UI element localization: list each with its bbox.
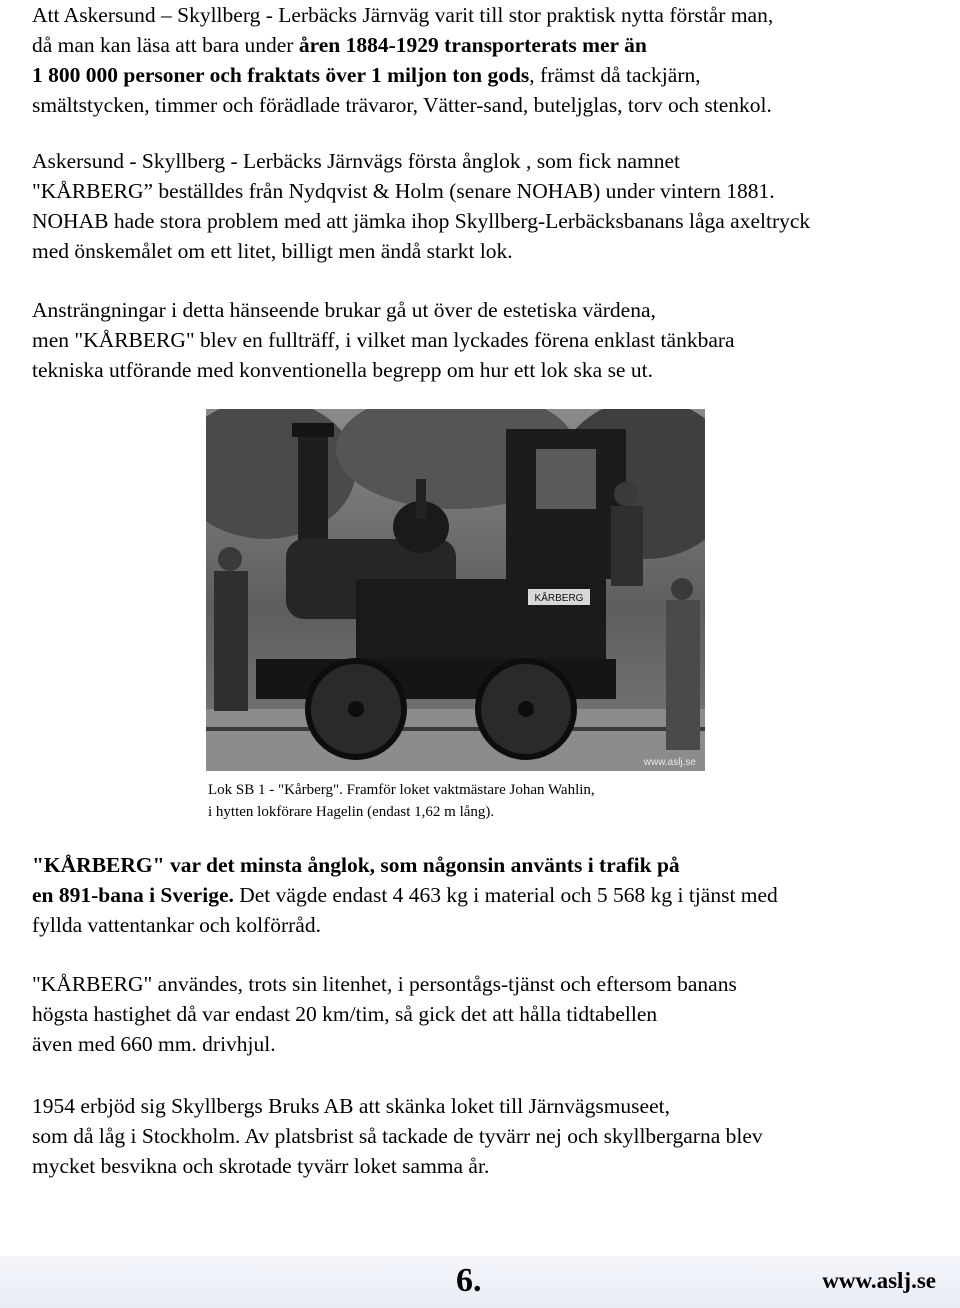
bold-text: en 891-bana i Sverige. <box>32 883 234 907</box>
text-line: NOHAB hade stora problem med att jämka ihop Skyllberg-Lerbäcksbanans låga axeltryck <box>32 209 811 233</box>
text-line: "KÅRBERG” beställdes från Nydqvist & Holm (senare NOHAB) under vintern 1881. <box>32 179 775 203</box>
text-line: som då låg i Stockholm. Av platsbrist så tackade de tyvärr nej och skyllbergarna blev <box>32 1124 763 1148</box>
passenger-service-paragraph <box>32 969 944 1059</box>
text-line: 1 800 000 personer och fraktats över 1 miljon ton gods, främst då tackjärn, <box>32 63 701 87</box>
text-line: mycket besvikna och skrotade tyvärr loket samma år. <box>32 1154 490 1178</box>
text-line: 1954 erbjöd sig Skyllbergs Bruks AB att skänka loket till Järnvägsmuseet, <box>32 1094 670 1118</box>
text-line: en 891-bana i Sverige. Det vägde endast 4 463 kg i material och 5 568 kg i tjänst med <box>32 883 778 907</box>
text-line: då man kan läsa att bara under åren 1884-1929 transporterats mer än <box>32 33 647 57</box>
text-line: "KÅRBERG" användes, trots sin litenhet, i persontågs-tjänst och eftersom banans <box>32 972 737 996</box>
caption-line: i hytten lokförare Hagelin (endast 1,62 m lång). <box>208 804 495 820</box>
page-number: 6. <box>456 1262 482 1299</box>
first-locomotive-paragraph <box>32 146 944 266</box>
text-line: tekniska utförande med konventionella begrepp om hur ett lok ska se ut. <box>32 358 653 382</box>
bold-text: åren 1884-1929 transporterats mer än <box>298 33 647 57</box>
locomotive-photo <box>206 409 705 771</box>
text-line: Att Askersund – Skyllberg - Lerbäcks Järnväg varit till stor praktisk nytta förstår man, <box>32 3 774 27</box>
photo-watermark: www.aslj.se <box>643 757 696 768</box>
website-footer: www.aslj.se <box>822 1268 936 1293</box>
scrapping-paragraph <box>32 1091 944 1181</box>
design-paragraph <box>32 295 944 385</box>
bold-text: 1 800 000 personer och fraktats över 1 miljon ton gods <box>32 63 530 87</box>
text-line: smältstycken, timmer och förädlade trävaror, Vätter-sand, buteljglas, torv och stenkol. <box>32 93 772 117</box>
smallest-locomotive-paragraph <box>32 850 944 940</box>
text-line: Ansträngningar i detta hänseende brukar gå ut över de estetiska värdena, <box>32 298 656 322</box>
text-line: med önskemålet om ett litet, billigt men ändå starkt lok. <box>32 239 513 263</box>
intro-paragraph <box>32 0 944 120</box>
bold-text-line: "KÅRBERG" var det minsta ånglok, som någonsin använts i trafik på <box>32 853 680 877</box>
text-line: men "KÅRBERG" blev en fullträff, i vilket man lyckades förena enklast tänkbara <box>32 328 735 352</box>
caption-line: Lok SB 1 - "Kårberg". Framför loket vaktmästare Johan Wahlin, <box>208 782 595 798</box>
nameplate-text: KÅRBERG <box>534 593 584 604</box>
text-line: även med 660 mm. drivhjul. <box>32 1032 276 1056</box>
photo-caption <box>208 779 595 823</box>
text-line: högsta hastighet då var endast 20 km/tim, så gick det att hålla tidtabellen <box>32 1002 658 1026</box>
text-line: fyllda vattentankar och kolförråd. <box>32 913 321 937</box>
text-line: Askersund - Skyllberg - Lerbäcks Järnvägs första ånglok , som fick namnet <box>32 149 681 173</box>
